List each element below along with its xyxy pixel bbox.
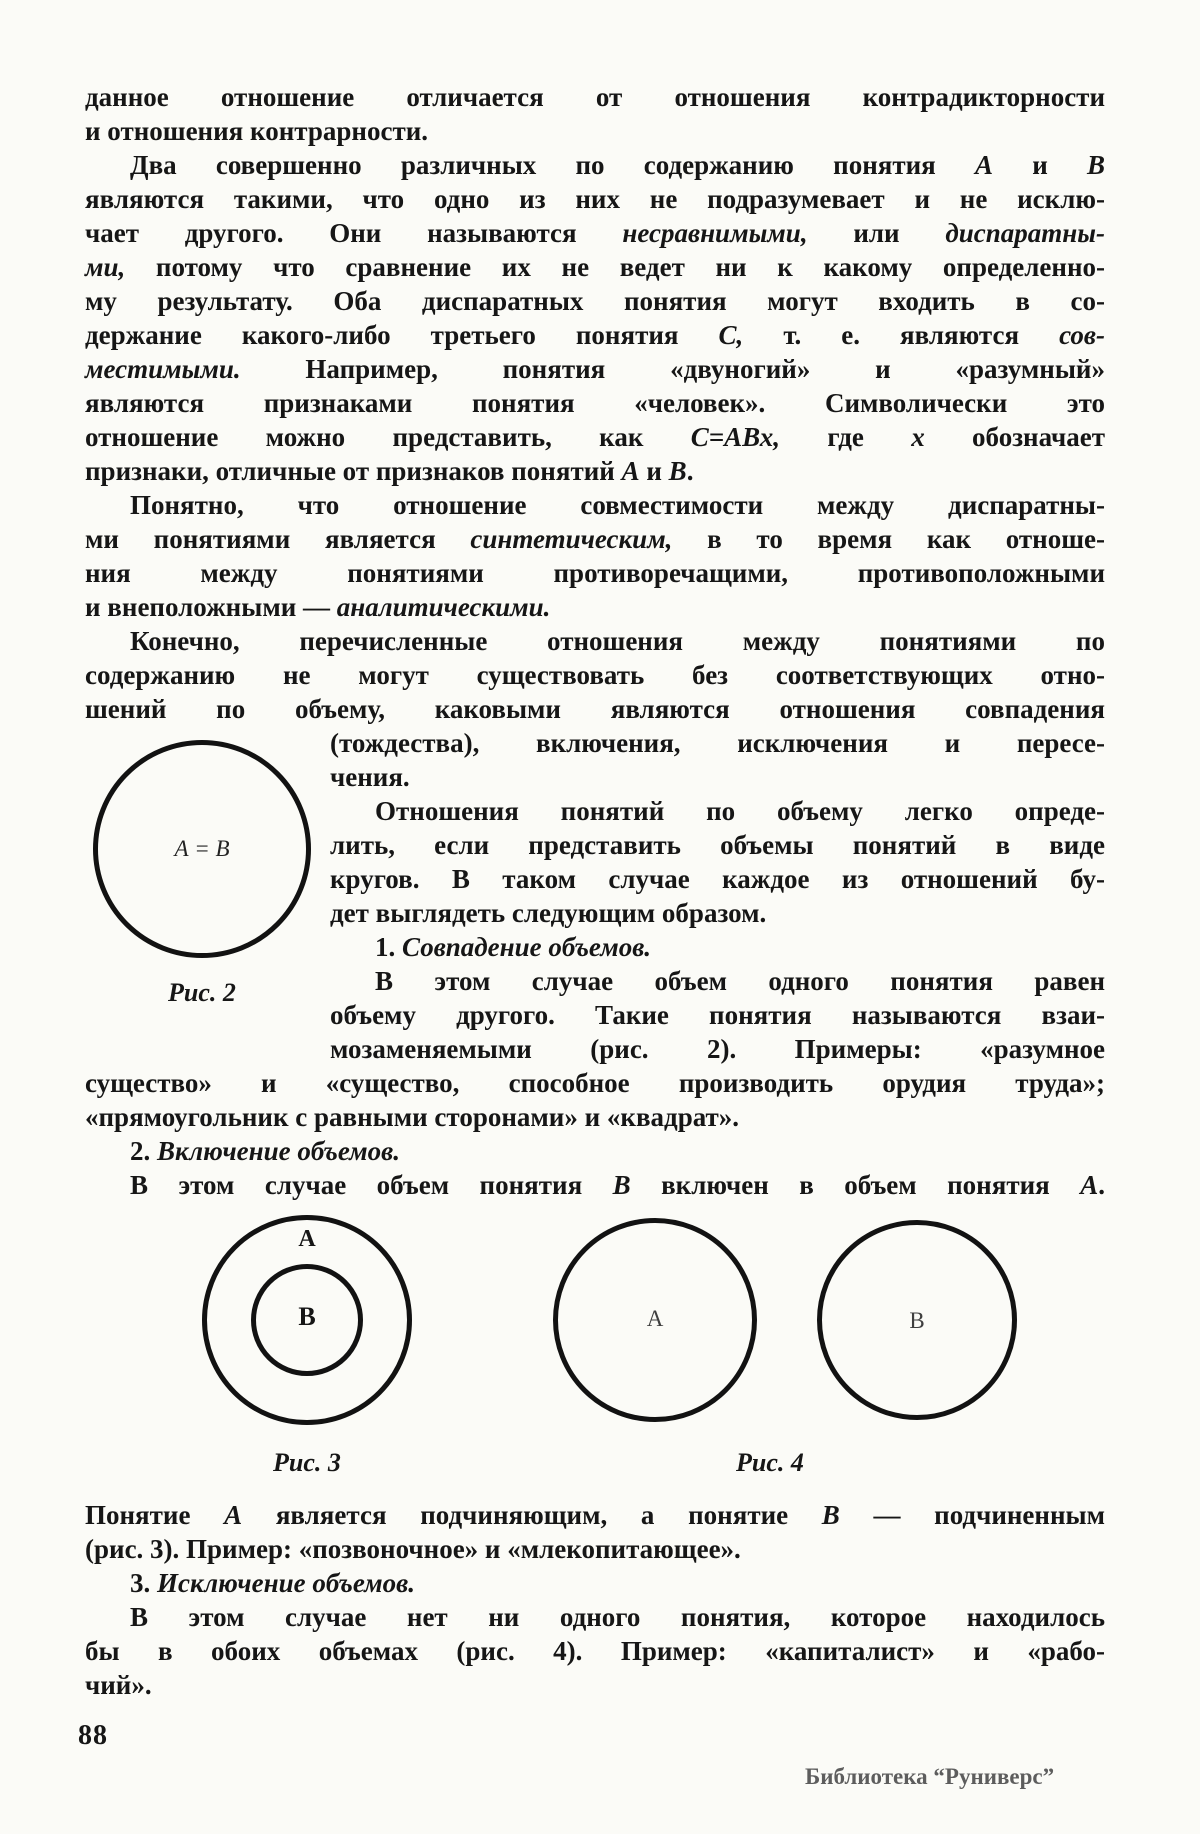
text-line [85,1498,1105,1532]
italic-text-segment: несравнимыми, [622,218,808,248]
text-line [85,1600,1105,1634]
text-segment: му результату. Оба диспаратных понятия могут входить в со- [85,286,1105,316]
italic-text-segment: А [621,456,640,486]
text-segment: объему другого. Такие понятия называются взаи- [330,1000,1105,1030]
text-segment: признаки, отличные от признаков понятий [85,456,622,486]
italic-text-segment: Совпадение объемов. [402,932,652,962]
text-segment: в то время как отноше- [672,524,1105,554]
italic-text-segment: ми, [85,252,126,282]
fig3-label-b: В [298,1302,316,1331]
text-line [85,80,1105,114]
text-segment: чения. [330,762,410,792]
text-segment: «прямоугольник с равными сторонами» и «квадрат». [85,1102,740,1132]
italic-text-segment: С=АВх, [690,422,780,452]
text-line [85,318,1105,352]
italic-text-segment: А [1080,1170,1099,1200]
italic-text-segment: В [612,1170,631,1200]
text-segment: включен в объем понятия [630,1170,1081,1200]
text-segment: данное отношение отличается от отношения контрадикторности [85,82,1105,112]
text-segment: являются признаками понятия «человек». Символически это [85,388,1105,418]
fig3-caption: Рис. 3 [273,1448,341,1477]
text-block-with-figure [85,726,1105,1202]
text-segment: и отношения контрарности. [85,116,429,146]
figures-row [85,1202,1105,1498]
text-line [85,522,1105,556]
italic-text-segment: В [821,1500,840,1530]
italic-text-segment: местимыми. [85,354,241,384]
text-line [85,284,1105,318]
text-block-bottom [85,1498,1105,1702]
italic-text-segment: х [911,422,925,452]
fig4-label-b: В [909,1308,925,1333]
text-line [85,590,1105,624]
text-segment: дет выглядеть следующим образом. [330,898,767,928]
text-line [85,386,1105,420]
text-segment: бы в обоих объемах (рис. 4). Пример: «капиталист» и «рабо- [85,1636,1105,1666]
text-segment: . [686,456,694,486]
figure-2 [85,726,320,1008]
text-segment: где [780,422,912,452]
text-segment: В этом случае нет ни одного понятия, которое находилось [130,1602,1105,1632]
text-segment: Конечно, перечисленные отношения между понятиями по [130,626,1105,656]
text-segment: лить, если представить объемы понятий в виде [330,830,1105,860]
text-segment: Два совершенно различных по содержанию понятия [130,150,975,180]
text-line [85,216,1105,250]
text-segment: является подчиняющим, а понятие [242,1500,822,1530]
text-segment: обозначает [924,422,1105,452]
text-line [85,1032,1105,1066]
text-segment: существо» и «существо, способное производить орудия труда»; [85,1068,1105,1098]
italic-text-segment: сов- [1059,320,1105,350]
text-segment: Понятие [85,1500,225,1530]
text-line [85,352,1105,386]
page-number: 88 [78,1720,108,1751]
text-line [85,1066,1105,1100]
italic-text-segment: А [224,1500,243,1530]
fig4-label-a: А [646,1306,664,1331]
text-line [85,1634,1105,1668]
text-line [85,692,1105,726]
text-block-top [85,80,1105,726]
italic-text-segment: синтетическим, [470,524,673,554]
text-line [85,420,1105,454]
text-line [85,488,1105,522]
fig2-caption: Рис. 2 [168,978,236,1007]
text-segment: 1. [375,932,402,962]
text-line [85,1532,1105,1566]
text-line [85,250,1105,284]
text-segment: чий». [85,1670,152,1700]
text-line [85,624,1105,658]
text-segment: шений по объему, каковыми являются отношения совпадения [85,694,1105,724]
fig2-circle [93,740,311,958]
text-segment: содержанию не могут существовать без соответствующих отно- [85,660,1105,690]
library-watermark: Библиотека “Руниверс” [805,1764,1055,1789]
italic-text-segment: В [668,456,687,486]
text-line [85,182,1105,216]
text-line [85,1668,1105,1702]
text-segment: кругов. В таком случае каждое из отношений бу- [330,864,1105,894]
text-segment: ния между понятиями противоречащими, противоположными [85,558,1105,588]
text-segment: 2. [130,1136,157,1166]
text-segment: (рис. 3). Пример: «позвоночное» и «млекопитающее». [85,1534,741,1564]
text-line [85,556,1105,590]
text-segment: и внеположными — [85,592,337,622]
text-line [85,454,1105,488]
text-segment: — подчиненным [839,1500,1105,1530]
italic-text-segment: В [1086,150,1105,180]
text-line [85,1100,1105,1134]
italic-text-segment: диспаратны- [945,218,1105,248]
text-line [85,658,1105,692]
text-segment: или [807,218,946,248]
fig3-label-a: А [298,1226,316,1252]
text-line [85,1168,1105,1202]
text-segment: В этом случае объем одного понятия равен [375,966,1105,996]
text-line [85,1134,1105,1168]
text-segment: ми понятиями является [85,524,471,554]
fig4-caption: Рис. 4 [736,1448,804,1477]
text-segment: потому что сравнение их не ведет ни к какому определенно- [125,252,1105,282]
text-segment: Понятно, что отношение совместимости между диспаратны- [130,490,1105,520]
text-segment: . [1098,1170,1105,1200]
text-segment: (тождества), включения, исключения и пересе- [330,728,1105,758]
italic-text-segment: С, [718,320,744,350]
text-segment: В этом случае объем понятия [130,1170,613,1200]
text-line [85,1566,1105,1600]
text-segment: Отношения понятий по объему легко опреде- [375,796,1105,826]
text-segment: т. е. являются [743,320,1060,350]
fig2-label: А = В [174,836,230,861]
text-segment: 3. [130,1568,157,1598]
text-segment: мозаменяемыми (рис. 2). Примеры: «разумное [330,1034,1105,1064]
text-line [85,114,1105,148]
text-segment: и [993,150,1087,180]
text-segment: держание какого-либо третьего понятия [85,320,719,350]
italic-text-segment: Включение объемов. [157,1136,400,1166]
text-line [85,148,1105,182]
text-segment: отношение можно представить, как [85,422,691,452]
text-segment: чает другого. Они называются [85,218,623,248]
text-column [85,80,1105,1702]
text-segment: и [639,456,669,486]
text-segment: являются такими, что одно из них не подразумевает и не исклю- [85,184,1105,214]
italic-text-segment: А [975,150,994,180]
italic-text-segment: Исключение объемов. [157,1568,415,1598]
text-segment: Например, понятия «двуногий» и «разумный» [240,354,1105,384]
italic-text-segment: аналитическими. [336,592,551,622]
